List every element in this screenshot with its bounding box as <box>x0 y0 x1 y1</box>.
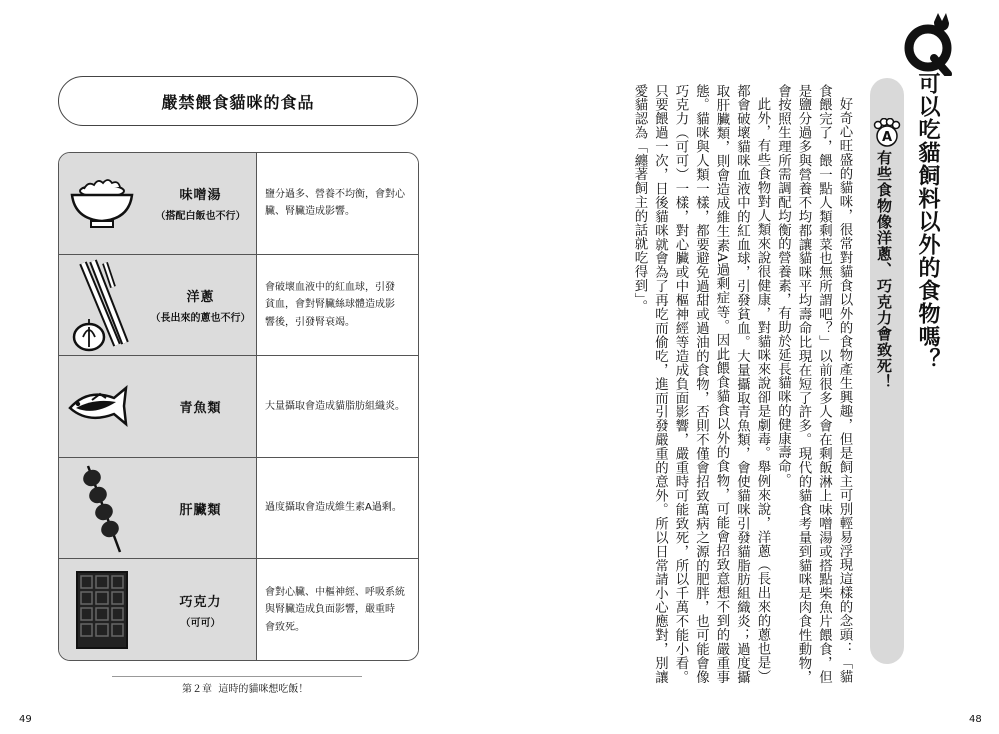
green-onion-icon <box>59 255 145 356</box>
food-name-cell <box>145 397 256 416</box>
question-title: 可以吃貓飼料以外的食物嗎？ <box>915 72 940 371</box>
food-description-line: 過度攝取會造成維生素A過剩。 <box>265 502 402 514</box>
liver-skewer-icon <box>59 458 145 559</box>
miso-soup-bowl-icon <box>59 153 145 254</box>
forbidden-foods-table <box>58 152 419 661</box>
food-description <box>257 458 418 559</box>
food-description-line: 會對心臟、中樞神經、呼吸系統 <box>265 586 405 598</box>
fish-icon <box>59 356 145 457</box>
page-number-right: 48 <box>969 714 982 725</box>
table-row <box>59 559 418 661</box>
table-row <box>59 255 418 357</box>
food-description <box>257 255 418 356</box>
food-name-cell <box>145 184 256 222</box>
food-description-line: 大量攝取會造成貓脂肪組織炎。 <box>265 400 405 412</box>
chapter-title: 這時的貓咪想吃飯！ <box>218 684 309 695</box>
food-description-line: 響後，引發腎衰竭。 <box>265 316 355 328</box>
food-cell <box>59 255 257 356</box>
body-paragraph: 好奇心旺盛的貓咪，很常對貓食以外的食物產生興趣，但是飼主可別輕易浮現這樣的念頭：「貓食餵完了，餵一點人類剩菜也無所謂吧？」以前很多人會在剩飯淋上味噌湯或搭點柴魚片餵食，但是鹽分過多與營養不均都讓貓咪平均壽命比現在短了許多。現代的貓食考量到貓咪是肉食性動物，會按照生理所需調配均衡的營養素，有助於延長貓咪的健康壽命。 <box>775 84 852 684</box>
food-description-line: 貧血，會對腎臟絲球體造成影 <box>265 299 395 311</box>
food-name: 味噌湯 <box>179 188 222 204</box>
food-note: （可可） <box>180 618 221 630</box>
food-name: 青魚類 <box>179 400 222 416</box>
food-description <box>257 356 418 457</box>
food-name-cell <box>145 286 256 324</box>
food-description-line: 鹽分過多、營養不均衡，會對心 <box>265 188 405 200</box>
chapter-label: 第２章 <box>182 684 212 695</box>
body-paragraph: 此外，有些食物對人類來說很健康，對貓咪來說卻是劇毒。舉例來說，洋蔥（長出來的蔥也是）都會破壞貓咪血液中的紅血球，引發貧血。大量攝取青魚類，會使貓咪引發貓脂肪組織炎；過度攝取肝臟類，則會造成維生素A過剩症等。因此餵食貓食以外的食物，可能會招致意想不到的嚴重事態。貓咪與人類一樣，都要避免過甜或過油的食物，否則不僅會招致萬病之源的肥胖，也可能會像巧克力（可可）一樣，對心臟或中樞神經等造成負面影響，嚴重時可能致死，所以千萬不能小看。只要餵過一次，日後貓咪就會為了再吃而偷吃，進而引發嚴重的意外。所以日常請小心應對，別讓愛貓認為「纏著飼主的話就吃得到」。 <box>632 84 770 684</box>
food-description-line: 臟、腎臟造成影響。 <box>265 206 355 218</box>
food-name: 肝臟類 <box>179 502 222 518</box>
page-number-left: 49 <box>19 714 32 725</box>
food-name-cell <box>145 499 256 518</box>
food-description-line: 會致死。 <box>265 621 305 633</box>
food-description <box>257 559 418 661</box>
food-cell <box>59 559 257 661</box>
food-description-line: 會破壞血液中的紅血球，引發 <box>265 281 395 293</box>
food-cell <box>59 458 257 559</box>
cat-question-icon <box>904 12 952 76</box>
food-cell <box>59 356 257 457</box>
forbidden-foods-title <box>58 76 418 126</box>
food-name: 巧克力 <box>179 595 222 611</box>
footer-divider <box>112 676 362 677</box>
chapter-footer <box>112 680 362 695</box>
svg-text:A: A <box>881 130 893 145</box>
food-name: 洋蔥 <box>186 289 215 305</box>
table-row <box>59 458 418 560</box>
food-description-line: 與腎臟造成負面影響，嚴重時 <box>265 604 395 616</box>
chocolate-bar-icon <box>59 559 145 661</box>
forbidden-foods-title-text: 嚴禁餵食貓咪的食品 <box>161 92 315 112</box>
food-description <box>257 153 418 254</box>
chapter-footer-text <box>182 680 362 695</box>
food-note: （長出來的蔥也不行） <box>150 312 251 324</box>
paw-answer-icon <box>872 118 902 148</box>
food-name-cell <box>145 591 256 629</box>
answer-text: 有些食物像洋蔥、巧克力會致死！ <box>875 150 893 390</box>
food-cell <box>59 153 257 254</box>
table-row <box>59 153 418 255</box>
article-body <box>596 84 854 684</box>
table-row <box>59 356 418 458</box>
right-page <box>500 0 999 734</box>
food-note: （搭配白飯也不行） <box>155 211 246 223</box>
